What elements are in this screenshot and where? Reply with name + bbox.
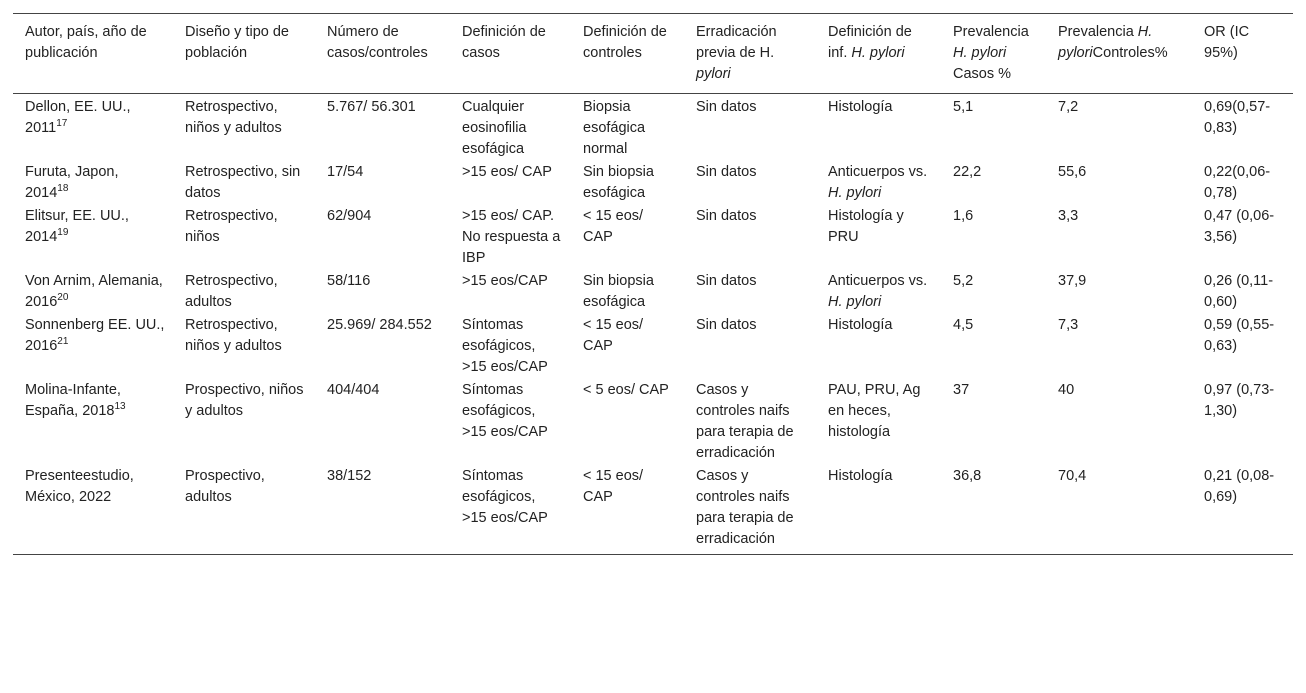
header-author: Autor, país, año de publicación [25, 24, 147, 61]
cell-n: 38/152 [327, 468, 372, 484]
cell-n: 17/54 [327, 164, 364, 180]
header-controls-def: Definición de controles [583, 24, 667, 61]
cell-hp-def: PAU, PRU, Ag en heces, histología [828, 382, 921, 440]
cell-author [13, 205, 173, 270]
cell-erad: Casos y controles naifs para terapia de erradicación [696, 382, 794, 461]
cell-prev-controls: 7,2 [1058, 99, 1079, 115]
cell-or: 0,21 (0,08-0,69) [1204, 468, 1275, 505]
cell-erad: Casos y controles naifs para terapia de erradicación [696, 468, 794, 547]
cell-controls-def: Biopsia esofágica normal [583, 99, 646, 157]
cell-hp-def: Histología [828, 317, 893, 333]
cell-n: 58/116 [327, 273, 371, 289]
cell-hp-def: Histología y PRU [828, 208, 904, 245]
ref-superscript: 13 [114, 401, 126, 413]
cell-author [13, 465, 173, 555]
cell-cases-def: Cualquier eosinofilia esofágica [462, 99, 527, 157]
ref-superscript: 17 [56, 118, 68, 130]
cell-prev-controls: 55,6 [1058, 164, 1087, 180]
cell-hp-def: Histología [828, 468, 893, 484]
table-row [13, 161, 1293, 205]
cell-prev-cases: 36,8 [953, 468, 982, 484]
header-n: Número de casos/controles [327, 24, 428, 61]
author-text: Sonnenberg EE. UU., 2016 [25, 317, 165, 354]
cell-author [13, 270, 173, 314]
cell-design: Retrospectivo, adultos [185, 273, 278, 310]
header-prevc-suffix: Casos % [953, 66, 1012, 82]
cell-author [13, 379, 173, 465]
table-row [13, 205, 1293, 270]
cell-cases-def: Síntomas esofágicos, >15 eos/CAP [462, 468, 548, 526]
cell-hp-def [816, 161, 941, 205]
cell-design: Retrospectivo, niños y adultos [185, 317, 282, 354]
comparison-table [13, 13, 1293, 555]
cell-design: Retrospectivo, niños [185, 208, 278, 245]
cell-n: 404/404 [327, 382, 380, 398]
table-row [13, 94, 1293, 162]
ref-superscript: 18 [57, 183, 69, 195]
table-container [13, 13, 1293, 555]
cell-controls-def: < 15 eos/ CAP [583, 317, 644, 354]
header-prevc-text: Prevalencia [953, 24, 1029, 40]
cell-erad: Sin datos [696, 99, 757, 115]
cell-or: 0,26 (0,11-0,60) [1204, 273, 1274, 310]
header-prevk-italic: H. pylori [1058, 24, 1153, 61]
cell-prev-cases: 37 [953, 382, 970, 398]
cell-author [13, 161, 173, 205]
cell-hp-def: Histología [828, 99, 893, 115]
author-text: Dellon, EE. UU., 2011 [25, 99, 131, 136]
cell-or: 0,69(0,57-0,83) [1204, 99, 1271, 136]
header-hpdef-italic: H. pylori [851, 45, 905, 61]
hp-def-text: Anticuerpos vs. [828, 273, 928, 289]
cell-prev-controls: 7,3 [1058, 317, 1079, 333]
cell-prev-cases: 1,6 [953, 208, 974, 224]
header-hpdef-text: Definición de inf. [828, 24, 912, 61]
header-erad [684, 14, 816, 94]
cell-controls-def: < 5 eos/ CAP [583, 382, 669, 398]
cell-prev-controls: 37,9 [1058, 273, 1087, 289]
cell-prev-cases: 4,5 [953, 317, 974, 333]
cell-or: 0,22(0,06-0,78) [1204, 164, 1271, 201]
cell-cases-def: Síntomas esofágicos, >15 eos/CAP [462, 317, 548, 375]
cell-controls-def: Sin biopsia esofágica [583, 273, 654, 310]
cell-cases-def: >15 eos/ CAP. No respuesta a IBP [462, 208, 561, 266]
cell-prev-controls: 40 [1058, 382, 1075, 398]
table-row [13, 314, 1293, 379]
cell-or: 0,47 (0,06-3,56) [1204, 208, 1275, 245]
author-text: Furuta, Japon, 2014 [25, 164, 119, 201]
cell-design: Retrospectivo, niños y adultos [185, 99, 282, 136]
header-prevc-italic: H. pylori [953, 45, 1007, 61]
header-erad-italic: pylori [696, 66, 731, 82]
header-prevk-suffix: Controles% [1092, 45, 1168, 61]
cell-design: Prospectivo, adultos [185, 468, 265, 505]
hp-def-italic: H. pylori [828, 185, 882, 201]
ref-superscript: 21 [57, 336, 69, 348]
table-row [13, 465, 1293, 555]
cell-prev-cases: 5,1 [953, 99, 974, 115]
cell-prev-cases: 22,2 [953, 164, 982, 180]
cell-or: 0,59 (0,55-0,63) [1204, 317, 1275, 354]
header-hp-def [816, 14, 941, 94]
cell-controls-def: Sin biopsia esofágica [583, 164, 654, 201]
cell-author [13, 94, 173, 162]
ref-superscript: 19 [57, 227, 69, 239]
author-text: Presenteestudio, México, 2022 [25, 468, 134, 505]
header-cases-def: Definición de casos [462, 24, 546, 61]
header-design: Diseño y tipo de población [185, 24, 289, 61]
hp-def-text: Anticuerpos vs. [828, 164, 928, 180]
cell-prev-controls: 3,3 [1058, 208, 1079, 224]
header-prev-cases [941, 14, 1046, 94]
cell-author [13, 314, 173, 379]
author-text: Molina-Infante, España, 2018 [25, 382, 121, 419]
ref-superscript: 20 [57, 292, 69, 304]
table-row [13, 270, 1293, 314]
cell-cases-def: >15 eos/CAP [462, 273, 548, 289]
hp-def-italic: H. pylori [828, 294, 882, 310]
cell-erad: Sin datos [696, 317, 757, 333]
cell-hp-def [816, 270, 941, 314]
cell-erad: Sin datos [696, 273, 757, 289]
author-text: Elitsur, EE. UU., 2014 [25, 208, 129, 245]
header-prevk-text: Prevalencia [1058, 24, 1138, 40]
cell-prev-controls: 70,4 [1058, 468, 1087, 484]
cell-erad: Sin datos [696, 164, 757, 180]
header-or: OR (IC 95%) [1204, 24, 1250, 61]
cell-design: Retrospectivo, sin datos [185, 164, 301, 201]
cell-design: Prospectivo, niños y adultos [185, 382, 304, 419]
cell-cases-def: >15 eos/ CAP [462, 164, 552, 180]
cell-n: 5.767/ 56.301 [327, 99, 416, 115]
cell-n: 62/904 [327, 208, 372, 224]
table-row [13, 379, 1293, 465]
cell-n: 25.969/ 284.552 [327, 317, 432, 333]
cell-erad: Sin datos [696, 208, 757, 224]
cell-prev-cases: 5,2 [953, 273, 974, 289]
cell-cases-def: Síntomas esofágicos, >15 eos/CAP [462, 382, 548, 440]
author-text: Von Arnim, Alemania, 2016 [25, 273, 163, 310]
cell-controls-def: < 15 eos/ CAP [583, 468, 644, 505]
header-row [13, 14, 1293, 94]
header-erad-text: Erradicación previa de H. [696, 24, 777, 61]
cell-or: 0,97 (0,73-1,30) [1204, 382, 1275, 419]
cell-controls-def: < 15 eos/ CAP [583, 208, 644, 245]
header-prev-controls [1046, 14, 1192, 94]
